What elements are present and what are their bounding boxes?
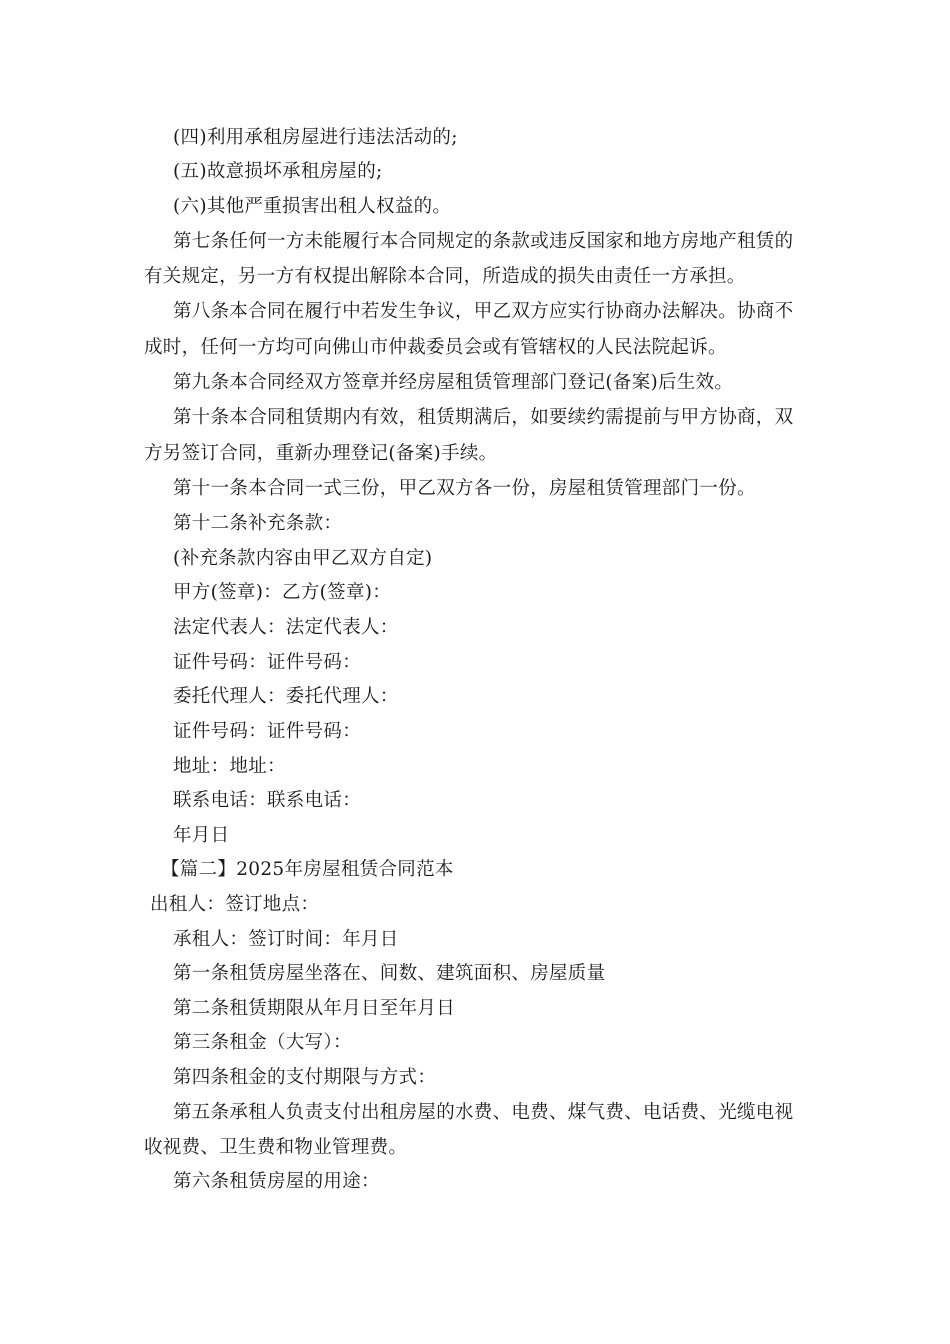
text-line: 证件号码：证件号码： (173, 652, 362, 673)
text-line: 收视费、卫生费和物业管理费。 (144, 1137, 408, 1158)
text-line: 方另签订合同，重新办理登记(备案)手续。 (144, 443, 498, 464)
text-line: (四)利用承租房屋进行违法活动的; (173, 127, 458, 148)
text-line: (补充条款内容由甲乙双方自定) (173, 548, 433, 569)
text-line: 证件号码：证件号码： (173, 721, 362, 742)
section-heading: 【篇二】2025年房屋租赁合同范本 (161, 859, 454, 880)
text-line: 第四条租金的支付期限与方式： (173, 1067, 437, 1088)
text-line: 地址：地址： (173, 756, 286, 777)
text-line: 第五条承租人负责支付出租房屋的水费、电费、煤气费、电话费、光缆电视 (173, 1102, 794, 1123)
text-line: 第三条租金（大写）： (173, 1032, 352, 1053)
text-line: 第十一条本合同一式三份，甲乙双方各一份，房屋租赁管理部门一份。 (173, 478, 756, 499)
text-line: 甲方(签章)：乙方(签章)： (173, 582, 392, 603)
text-line: 第十条本合同租赁期内有效，租赁期满后，如要续约需提前与甲方协商，双 (173, 407, 794, 428)
text-line: 年月日 (173, 825, 230, 846)
text-line: 第六条租赁房屋的用途： (173, 1171, 380, 1192)
text-line: (六)其他严重损害出租人权益的。 (173, 196, 452, 217)
text-line: 第十二条补充条款： (173, 513, 343, 534)
text-line: 第一条租赁房屋坐落在、间数、建筑面积、房屋质量 (173, 963, 606, 984)
text-line: 第九条本合同经双方签章并经房屋租赁管理部门登记(备案)后生效。 (173, 372, 734, 393)
text-line: 法定代表人：法定代表人： (173, 617, 399, 638)
text-line: 委托代理人：委托代理人： (173, 686, 399, 707)
text-line: 出租人：签订地点： (150, 894, 320, 915)
text-line: 成时，任何一方均可向佛山市仲裁委员会或有管辖权的人民法院起诉。 (144, 337, 727, 358)
text-line: 联系电话：联系电话： (173, 790, 362, 811)
text-line: 第七条任何一方未能履行本合同规定的条款或违反国家和地方房地产租赁的 (173, 231, 794, 252)
text-line: 有关规定，另一方有权提出解除本合同，所造成的损失由责任一方承担。 (144, 266, 746, 287)
text-line: (五)故意损坏承租房屋的; (173, 161, 383, 182)
text-line: 第八条本合同在履行中若发生争议，甲乙双方应实行协商办法解决。协商不 (173, 301, 794, 322)
text-line: 第二条租赁期限从年月日至年月日 (173, 998, 456, 1019)
text-line: 承租人：签订时间：年月日 (173, 929, 399, 950)
